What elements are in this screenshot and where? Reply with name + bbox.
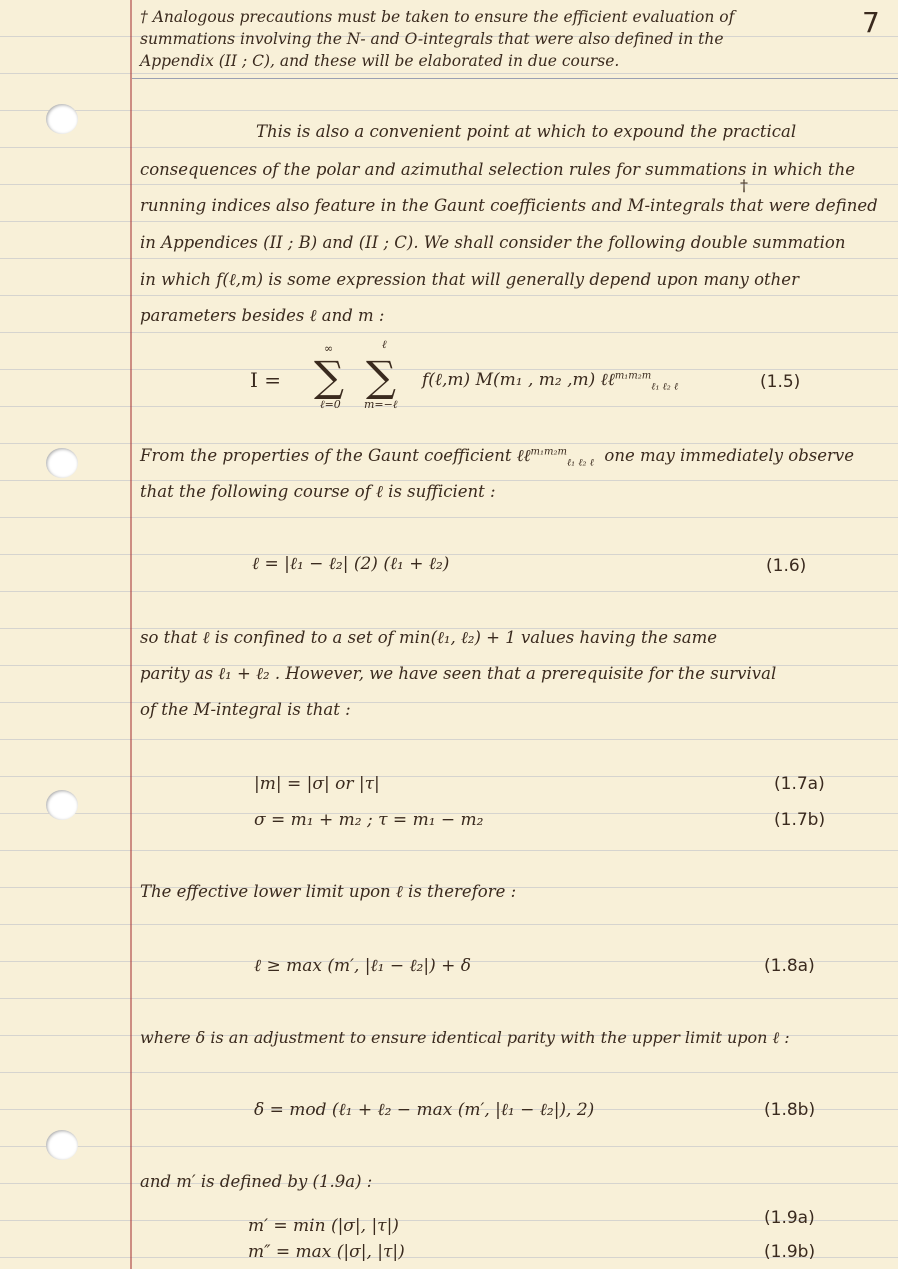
sum-upper-limit: ℓ [382,338,387,351]
paragraph-2-line: From the properties of the Gaunt coefficient ℓℓ$^{m_1m_2m}_{\ell_1 \ell_2 \ell}$ one may immediately observe [140,446,854,469]
binder-hole [46,790,78,820]
sum-lower-limit: ℓ=0 [320,398,341,411]
footnote-line: Appendix (II ; C), and these will be elaborated in due course. [140,52,620,70]
equation-number: (1.7b) [774,810,826,830]
binder-hole [46,1130,78,1160]
equation-1-9a: m′ = min (|σ|, |τ|) [248,1216,399,1236]
paragraph-5-line: where δ is an adjustment to ensure identical parity with the upper limit upon ℓ : [140,1028,790,1047]
paragraph-4-line: The effective lower limit upon ℓ is therefore : [140,882,517,901]
equation-1-8a: ℓ ≥ max (m′, |ℓ₁ − ℓ₂|) + δ [254,956,472,976]
footnote-divider [132,78,898,79]
equation-lhs: I = [250,368,282,392]
paragraph-3-line: so that ℓ is confined to a set of min(ℓ₁, ℓ₂) + 1 values having the same [140,628,717,647]
equation-number: (1.7a) [774,774,825,794]
paragraph-1-line: This is also a convenient point at which to expound the practical [256,122,797,141]
summation-sign: ∑ [366,352,396,401]
footnote-reference-marker: † [740,176,748,195]
page-number: 7 [862,6,880,39]
paragraph-1-line: parameters besides ℓ and m : [140,306,385,325]
binder-hole [46,448,78,478]
equation-body: f(ℓ,m) M(m₁ , m₂ ,m) ℓℓ$^{m_1m_2m}_{\ell_1 \ell_2 \ell}$ [422,370,679,393]
footnote [140,6,830,72]
paragraph-1-line: in Appendices (II ; B) and (II ; C). We shall consider the following double summation [140,233,846,252]
equation-1-5 [250,336,720,416]
equation-number: (1.8b) [764,1100,816,1120]
equation-1-8b: δ = mod (ℓ₁ + ℓ₂ − max (m′, |ℓ₁ − ℓ₂|), 2) [254,1100,595,1120]
equation-1-9b: m″ = max (|σ|, |τ|) [248,1242,405,1262]
equation-1-7a: |m| = |σ| or |τ| [254,774,380,794]
summation-sign: ∑ [314,352,344,401]
equation-number: (1.9b) [764,1242,816,1262]
paragraph-6-line: and m′ is defined by (1.9a) : [140,1172,373,1191]
paragraph-3-line: of the M-integral is that : [140,700,351,719]
footnote-line: † Analogous precautions must be taken to ensure the efficient evaluation of [140,8,735,26]
paragraph-2-line: that the following course of ℓ is sufficient : [140,482,496,501]
gaunt-subscript: ℓ₁ ℓ₂ ℓ [651,381,679,393]
equation-number: (1.9a) [764,1208,815,1228]
equation-1-6: ℓ = |ℓ₁ − ℓ₂| (2) (ℓ₁ + ℓ₂) [252,554,450,574]
sum-upper-limit: ∞ [324,342,334,355]
equation-number: (1.8a) [764,956,815,976]
paragraph-1-line: running indices also feature in the Gaunt coefficients and M-integrals that were defined [140,196,878,215]
footnote-marker: † [140,8,148,26]
footnote-line: summations involving the N- and O-integrals that were also defined in the [140,30,724,48]
equation-number: (1.6) [766,556,807,576]
equation-number: (1.5) [760,372,801,392]
gaunt-superscript: m₁m₂m [614,370,652,382]
sum-lower-limit: m=−ℓ [364,398,398,411]
paragraph-3-line: parity as ℓ₁ + ℓ₂ . However, we have seen that a prerequisite for the survival [140,664,777,683]
binder-hole [46,104,78,134]
paragraph-1-line: in which f(ℓ,m) is some expression that will generally depend upon many other [140,270,799,289]
equation-1-7b: σ = m₁ + m₂ ; τ = m₁ − m₂ [254,810,484,830]
paragraph-1-line: consequences of the polar and azimuthal selection rules for summations in which the [140,160,855,179]
